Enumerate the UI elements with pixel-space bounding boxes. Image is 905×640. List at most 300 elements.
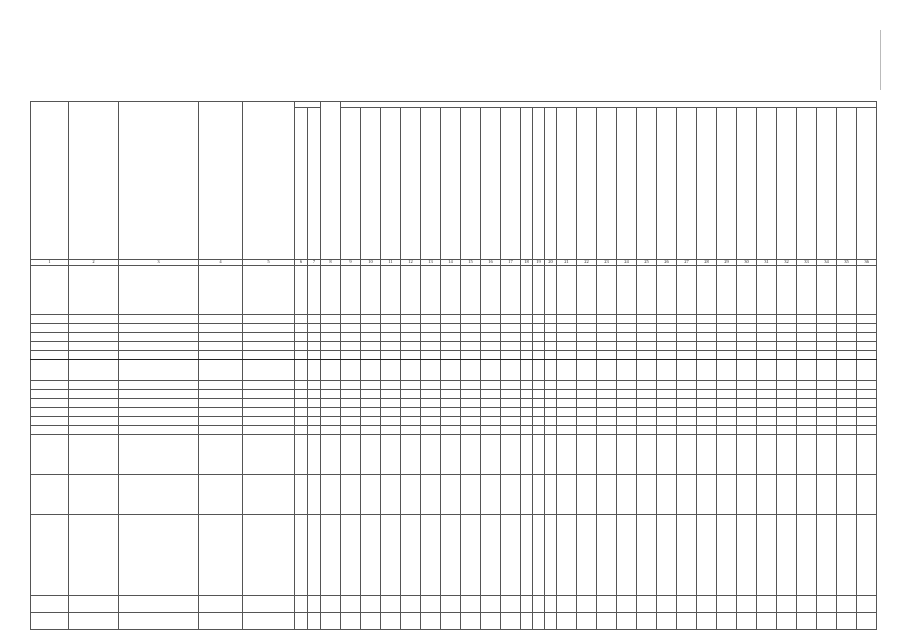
table-cell [757, 381, 777, 390]
table-cell [441, 426, 461, 435]
table-cell [777, 266, 797, 315]
table-cell [199, 315, 243, 324]
table-cell [817, 333, 837, 342]
table-cell [817, 596, 837, 613]
table-cell [481, 399, 501, 408]
table-cell [797, 266, 817, 315]
table-cell [521, 390, 533, 399]
table-cell [295, 475, 308, 515]
table-cell [69, 613, 119, 630]
header-cell [401, 108, 421, 260]
table-cell [857, 381, 877, 390]
table-cell [557, 426, 577, 435]
table-cell [757, 417, 777, 426]
table-cell [657, 515, 677, 596]
table-cell [321, 324, 341, 333]
table-cell [637, 324, 657, 333]
table-cell [321, 596, 341, 613]
table-cell [521, 596, 533, 613]
table-cell [381, 390, 401, 399]
table-cell [777, 351, 797, 360]
table-cell [697, 351, 717, 360]
table-cell [119, 342, 199, 351]
table-cell [501, 324, 521, 333]
table-cell [461, 360, 481, 381]
table-cell [557, 417, 577, 426]
table-cell [421, 360, 441, 381]
header-cell [677, 108, 697, 260]
table-cell [341, 417, 361, 426]
table-cell [381, 613, 401, 630]
table-cell [295, 390, 308, 399]
table-cell [381, 515, 401, 596]
table-cell [657, 360, 677, 381]
table-cell [577, 515, 597, 596]
table-cell [69, 475, 119, 515]
table-cell [501, 475, 521, 515]
column-number: 15 [461, 260, 481, 266]
table-cell [441, 360, 461, 381]
header-cell [657, 108, 677, 260]
column-number: 33 [797, 260, 817, 266]
table-cell [577, 266, 597, 315]
table-cell [617, 351, 637, 360]
table-cell [441, 266, 461, 315]
table-cell [199, 324, 243, 333]
table-cell [295, 417, 308, 426]
header-cell [199, 102, 243, 260]
table-cell [501, 381, 521, 390]
table-cell [797, 435, 817, 475]
table-cell [757, 324, 777, 333]
table-cell [717, 390, 737, 399]
table-cell [481, 381, 501, 390]
table-cell [31, 399, 69, 408]
table-cell [441, 417, 461, 426]
table-cell [777, 324, 797, 333]
table-cell [69, 324, 119, 333]
table-cell [717, 426, 737, 435]
table-cell [441, 315, 461, 324]
table-cell [295, 324, 308, 333]
table-cell [717, 435, 737, 475]
table-cell [777, 360, 797, 381]
table-cell [481, 324, 501, 333]
table-cell [797, 515, 817, 596]
table-cell [545, 333, 557, 342]
header-cell [521, 108, 533, 260]
table-cell [361, 351, 381, 360]
header-cell [533, 108, 545, 260]
table-cell [737, 333, 757, 342]
table-cell [545, 596, 557, 613]
table-cell [501, 399, 521, 408]
column-number: 26 [657, 260, 677, 266]
table-cell [521, 381, 533, 390]
table-cell [817, 426, 837, 435]
table-cell [119, 613, 199, 630]
table-cell [119, 408, 199, 417]
table-cell [481, 426, 501, 435]
table-cell [677, 435, 697, 475]
table-cell [119, 426, 199, 435]
table-cell [521, 515, 533, 596]
table-cell [677, 613, 697, 630]
table-cell [69, 435, 119, 475]
table-cell [545, 381, 557, 390]
table-cell [401, 390, 421, 399]
table-cell [243, 399, 295, 408]
table-cell [857, 515, 877, 596]
table-cell [461, 515, 481, 596]
header-cell [31, 102, 69, 260]
table-cell [31, 351, 69, 360]
table-cell [481, 360, 501, 381]
table-cell [677, 475, 697, 515]
table-cell [295, 408, 308, 417]
table-cell [577, 596, 597, 613]
table-cell [817, 475, 837, 515]
table-cell [757, 515, 777, 596]
table-cell [421, 381, 441, 390]
table-cell [243, 324, 295, 333]
table-cell [837, 515, 857, 596]
table-cell [308, 613, 321, 630]
table-cell [199, 417, 243, 426]
table-cell [533, 351, 545, 360]
table-cell [637, 613, 657, 630]
table-cell [295, 399, 308, 408]
table-row [31, 399, 877, 408]
table-cell [341, 408, 361, 417]
table-cell [321, 342, 341, 351]
table-cell [401, 399, 421, 408]
table-cell [441, 475, 461, 515]
table-cell [757, 342, 777, 351]
table-cell [797, 324, 817, 333]
table-cell [697, 435, 717, 475]
table-cell [717, 333, 737, 342]
table-cell [441, 333, 461, 342]
table-cell [69, 360, 119, 381]
table-cell [501, 596, 521, 613]
table-cell [381, 342, 401, 351]
table-cell [461, 399, 481, 408]
table-cell [577, 399, 597, 408]
table-cell [857, 342, 877, 351]
table-cell [545, 266, 557, 315]
table-cell [441, 515, 461, 596]
table-cell [837, 475, 857, 515]
table-cell [421, 417, 441, 426]
table-cell [321, 426, 341, 435]
table-cell [361, 360, 381, 381]
table-cell [501, 417, 521, 426]
header-cell [545, 108, 557, 260]
table-cell [421, 408, 441, 417]
table-cell [361, 315, 381, 324]
table-cell [677, 390, 697, 399]
table-cell [757, 435, 777, 475]
table-cell [837, 390, 857, 399]
header-cell [501, 108, 521, 260]
table-cell [817, 324, 837, 333]
table-cell [501, 342, 521, 351]
table-cell [617, 408, 637, 417]
table-cell [69, 390, 119, 399]
table-cell [119, 417, 199, 426]
table-cell [199, 342, 243, 351]
table-cell [461, 390, 481, 399]
header-cell [308, 108, 321, 260]
table-cell [637, 435, 657, 475]
table-cell [617, 596, 637, 613]
table-cell [533, 333, 545, 342]
table-cell [401, 360, 421, 381]
table-body [31, 266, 877, 630]
table-cell [243, 333, 295, 342]
header-cell [481, 108, 501, 260]
table-cell [717, 408, 737, 417]
table-cell [361, 381, 381, 390]
table-cell [757, 333, 777, 342]
table-cell [461, 435, 481, 475]
table-cell [521, 475, 533, 515]
header-cell [577, 108, 597, 260]
table-cell [637, 266, 657, 315]
table-cell [857, 333, 877, 342]
table-cell [295, 342, 308, 351]
table-row [31, 390, 877, 399]
column-number: 17 [501, 260, 521, 266]
table-cell [697, 266, 717, 315]
table-cell [737, 315, 757, 324]
table-cell [797, 351, 817, 360]
table-cell [501, 266, 521, 315]
table-cell [837, 342, 857, 351]
table-cell [617, 390, 637, 399]
table-cell [119, 381, 199, 390]
table-cell [817, 360, 837, 381]
table-cell [557, 408, 577, 417]
header-cell [757, 108, 777, 260]
table-cell [597, 360, 617, 381]
table-cell [597, 417, 617, 426]
table-cell [341, 426, 361, 435]
table-cell [461, 613, 481, 630]
table-cell [817, 399, 837, 408]
table-cell [837, 435, 857, 475]
table-cell [837, 333, 857, 342]
header-cell [381, 108, 401, 260]
table-cell [321, 390, 341, 399]
table-cell [481, 596, 501, 613]
table-cell [545, 613, 557, 630]
table-cell [308, 351, 321, 360]
table-cell [243, 408, 295, 417]
table-cell [501, 435, 521, 475]
header-cell [421, 108, 441, 260]
table-cell [341, 435, 361, 475]
column-number: 25 [637, 260, 657, 266]
table-cell [777, 613, 797, 630]
table-cell [321, 360, 341, 381]
table-cell [361, 408, 381, 417]
table-cell [677, 351, 697, 360]
table-cell [837, 351, 857, 360]
table-cell [637, 596, 657, 613]
table-cell [199, 475, 243, 515]
table-cell [421, 390, 441, 399]
table-cell [69, 596, 119, 613]
table-cell [777, 515, 797, 596]
column-number: 8 [321, 260, 341, 266]
table-cell [657, 333, 677, 342]
table-cell [199, 408, 243, 417]
table-cell [119, 390, 199, 399]
table-cell [401, 515, 421, 596]
table-cell [533, 266, 545, 315]
table-cell [481, 390, 501, 399]
table-cell [737, 360, 757, 381]
table-cell [31, 417, 69, 426]
table-cell [777, 596, 797, 613]
table-cell [717, 515, 737, 596]
table-cell [31, 333, 69, 342]
table-cell [557, 381, 577, 390]
table-cell [577, 381, 597, 390]
table-cell [199, 266, 243, 315]
table-cell [441, 381, 461, 390]
table-cell [757, 596, 777, 613]
table-cell [421, 613, 441, 630]
table-cell [737, 390, 757, 399]
table-cell [697, 333, 717, 342]
table-cell [637, 426, 657, 435]
table-cell [597, 324, 617, 333]
table-row [31, 360, 877, 381]
table-cell [119, 324, 199, 333]
table-cell [737, 475, 757, 515]
table-cell [341, 324, 361, 333]
table-cell [31, 342, 69, 351]
table-cell [199, 333, 243, 342]
table-cell [545, 515, 557, 596]
table-cell [481, 351, 501, 360]
table-cell [677, 342, 697, 351]
column-number: 2 [69, 260, 119, 266]
table-cell [381, 360, 401, 381]
table-cell [501, 408, 521, 417]
table-cell [657, 315, 677, 324]
table-cell [321, 515, 341, 596]
table-cell [501, 515, 521, 596]
table-row [31, 426, 877, 435]
table-cell [557, 596, 577, 613]
table-cell [577, 351, 597, 360]
table-cell [381, 399, 401, 408]
table-cell [617, 399, 637, 408]
table-cell [199, 381, 243, 390]
table-row [31, 381, 877, 390]
table-cell [757, 351, 777, 360]
table-row [31, 596, 877, 613]
table-cell [837, 426, 857, 435]
header-cell [295, 108, 308, 260]
column-number: 16 [481, 260, 501, 266]
table-cell [321, 351, 341, 360]
table-cell [199, 515, 243, 596]
table-cell [797, 399, 817, 408]
table-cell [321, 399, 341, 408]
table-cell [757, 266, 777, 315]
table-cell [557, 515, 577, 596]
table-cell [361, 266, 381, 315]
table-cell [777, 390, 797, 399]
column-number: 35 [837, 260, 857, 266]
table-cell [617, 426, 637, 435]
column-number: 24 [617, 260, 637, 266]
table-cell [777, 381, 797, 390]
table-cell [837, 408, 857, 417]
table-cell [677, 315, 697, 324]
table-cell [597, 613, 617, 630]
table-cell [577, 417, 597, 426]
table-cell [597, 381, 617, 390]
table-cell [717, 613, 737, 630]
table-cell [308, 324, 321, 333]
table-cell [243, 417, 295, 426]
table-cell [501, 426, 521, 435]
table-cell [381, 408, 401, 417]
table-cell [401, 408, 421, 417]
table-cell [533, 360, 545, 381]
table-cell [657, 435, 677, 475]
table-cell [557, 315, 577, 324]
table-cell [533, 596, 545, 613]
table-cell [501, 333, 521, 342]
table-row [31, 315, 877, 324]
table-cell [401, 333, 421, 342]
table-cell [697, 324, 717, 333]
table-cell [361, 613, 381, 630]
table-cell [521, 417, 533, 426]
table-cell [31, 475, 69, 515]
table-cell [577, 435, 597, 475]
table-cell [617, 315, 637, 324]
table-cell [501, 315, 521, 324]
table-cell [69, 333, 119, 342]
table-cell [308, 408, 321, 417]
table-cell [617, 324, 637, 333]
table-cell [637, 342, 657, 351]
table-cell [119, 596, 199, 613]
table-cell [777, 417, 797, 426]
table-cell [461, 381, 481, 390]
table-cell [295, 333, 308, 342]
header-cell [617, 108, 637, 260]
table-cell [637, 475, 657, 515]
header-cell [69, 102, 119, 260]
table-cell [597, 408, 617, 417]
column-number: 10 [361, 260, 381, 266]
table-cell [69, 381, 119, 390]
table-cell [557, 333, 577, 342]
table-cell [521, 351, 533, 360]
table-cell [69, 315, 119, 324]
table-cell [697, 399, 717, 408]
table-cell [737, 515, 757, 596]
